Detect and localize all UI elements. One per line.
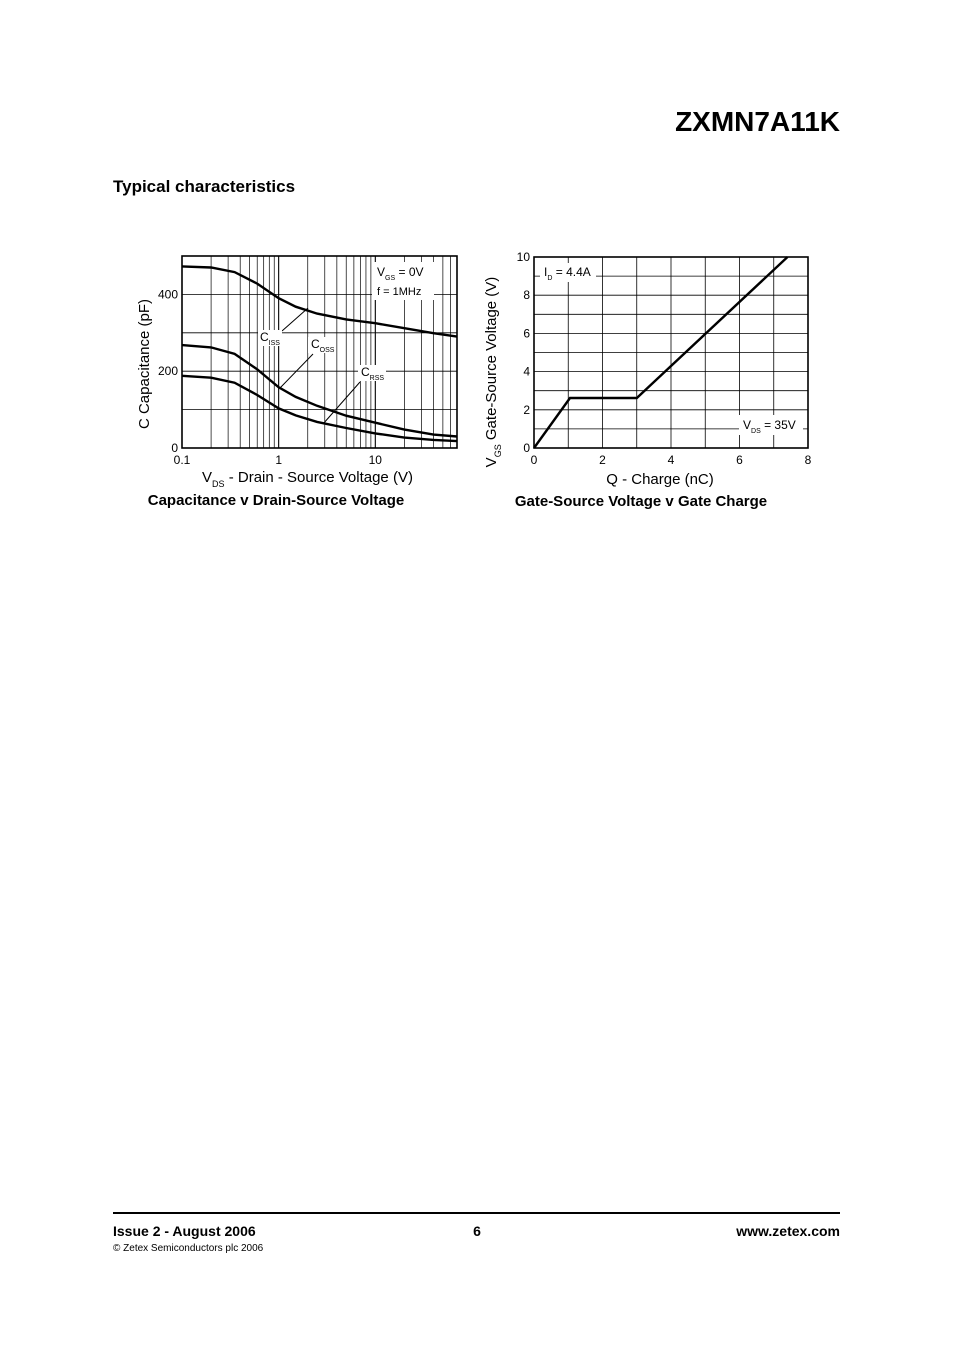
section-title: Typical characteristics [113,177,296,196]
footer-issue: Issue 2 - August 2006 [113,1223,256,1239]
x-tick-label: 0 [530,453,538,467]
footer-copyright: © Zetex Semiconductors plc 2006 [113,1243,264,1254]
x-tick-label: 10 [368,453,382,467]
y-tick-label: 6 [523,326,530,341]
gate-charge-chart [483,250,812,510]
y-tick-label: 4 [523,364,530,379]
y-tick-label: 2 [523,402,530,417]
condition-label: $V_{GS} = 0V$ [377,265,424,282]
y-tick-label: 0 [523,441,530,455]
x-tick-label: 0.1 [173,453,191,467]
chart-title: Gate-Source Voltage v Gate Charge [514,493,768,510]
x-tick-label: 8 [804,453,812,467]
y-tick-label: 0 [171,441,178,455]
part-number: ZXMN7A11K [675,106,840,137]
condition-label: $I_D = 4.4A$ [544,265,591,282]
characteristic-charts [0,0,954,560]
y-axis-label: C Capacitance (pF) [136,298,153,430]
y-axis-label: $V_{GS}$ Gate-Source Voltage (V) [483,276,503,468]
footer-page-number: 6 [473,1223,481,1239]
leader-line [282,308,308,331]
x-axis-label: Q - Charge (nC) [606,471,714,488]
condition-label: f = 1MHz [377,286,422,298]
y-tick-label: 400 [157,287,178,302]
footer-website: www.zetex.com [736,1223,840,1239]
y-tick-label: 10 [516,250,530,264]
footer-divider [113,1212,840,1214]
capacitance-chart [136,256,457,509]
x-tick-label: 1 [275,453,283,467]
y-tick-label: 8 [523,288,530,303]
condition-label: $V_{DS} = 35V$ [743,418,796,435]
series-label-rss: $C_{RSS}$ [361,365,385,382]
y-tick-label: 200 [157,364,178,379]
chart-title: Capacitance v Drain-Source Voltage [147,492,405,509]
series-label-oss: $C_{OSS}$ [311,337,335,354]
x-tick-label: 4 [667,453,675,467]
x-axis-label: $V_{DS}$ - Drain - Source Voltage (V) [202,469,413,489]
x-tick-label: 2 [599,453,606,467]
x-tick-label: 6 [736,453,743,467]
series-label-iss: $C_{ISS}$ [260,330,280,347]
